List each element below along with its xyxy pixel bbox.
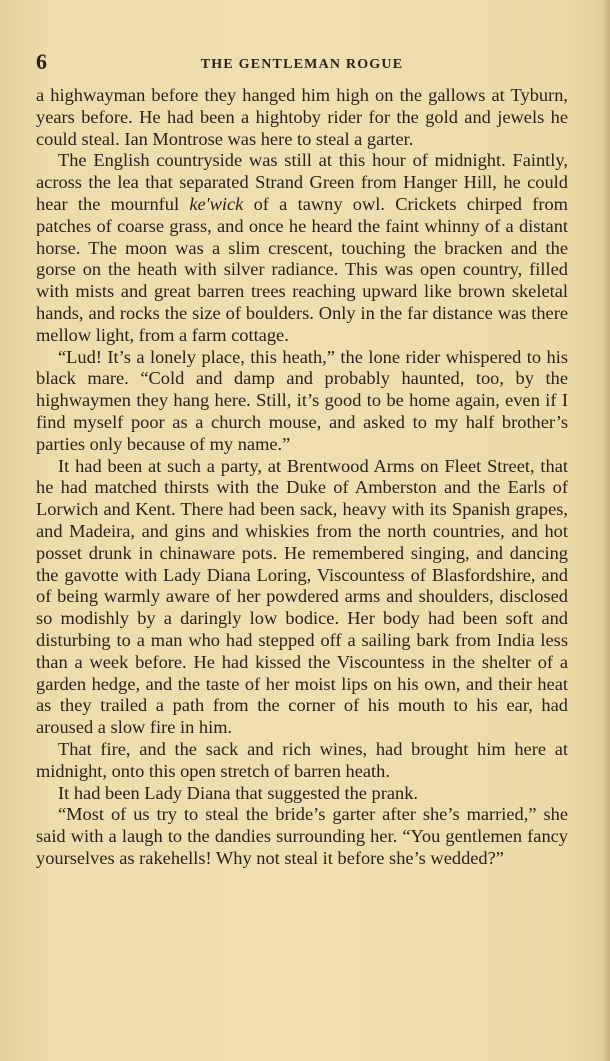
page-edge-shadow xyxy=(602,0,610,1061)
paragraph: “Most of us try to steal the bride’s garter after she’s married,” she said with a laugh to the dandies surrounding her. “You gentlemen fancy yourselves as rakehells! Why not steal it before she’s wedded?” xyxy=(36,804,568,868)
paragraph: That fire, and the sack and rich wines, had brought him here at midnight, onto this open stretch of barren heath. xyxy=(36,738,568,781)
running-head: THE GENTLEMAN ROGUE xyxy=(200,57,404,72)
paragraph: “Lud! It’s a lonely place, this heath,” the lone rider whispered to his black mare. “Cold and damp and probably haunted, too, by the highwaymen they hang here. Still, it’s good to be home again, even if I find myself poor as a church mouse, and asked to my half brother’s parties only because of my name.” xyxy=(36,346,568,454)
body-text xyxy=(36,85,568,870)
paragraph: It had been at such a party, at Brentwood Arms on Fleet Street, that he had matched thirsts with the Duke of Amberston and the Earls of Lorwich and Kent. There had been sack, heavy with its Spanish grapes, and Madeira, and gins and whiskies from the north countries, and hot posset drunk in chinaware pots. He remembered singing, and dancing the gavotte with Lady Diana Loring, Viscountess of Blasfordshire, and of being warmly aware of her powdered arms and shoulders, disclosed so modishly by a daringly low bodice. Her body had been soft and disturbing to a man who had stepped off a sailing bark from India less than a week before. He had kissed the Viscountess in the shelter of a garden hedge, and the taste of her moist lips on his own, and their heat as they trailed a path from the corner of his mouth to his ear, had aroused a slow fire in him. xyxy=(36,455,568,738)
page-header xyxy=(36,49,568,79)
paragraph-text: The English countryside was still at this hour of midnight. Faintly, across the lea that separated Strand Green from Hanger Hill, he could hear the mournful xyxy=(36,150,568,214)
paragraph-text: of a tawny owl. Crickets chirped from patches of coarse grass, and once he heard the faint whinny of a distant horse. The moon was a slim crescent, touching the bracken and the gorse on the heath with silver radiance. This was open country, filled with mists and great barren trees reaching upward like brown skeletal hands, and rocks the size of boulders. Only in the far distance was there mellow light, from a farm cottage. xyxy=(36,193,568,345)
paragraph xyxy=(36,150,568,346)
page-number: 6 xyxy=(36,49,47,74)
owl-call-italic: ke'wick xyxy=(189,193,244,214)
paragraph: It had been Lady Diana that suggested the prank. xyxy=(58,782,419,803)
paragraph: a highwayman before they hanged him high on the gallows at Tyburn, years before. He had been a hightoby rider for the gold and jewels he could steal. Ian Montrose was here to steal a garter. xyxy=(36,85,568,149)
